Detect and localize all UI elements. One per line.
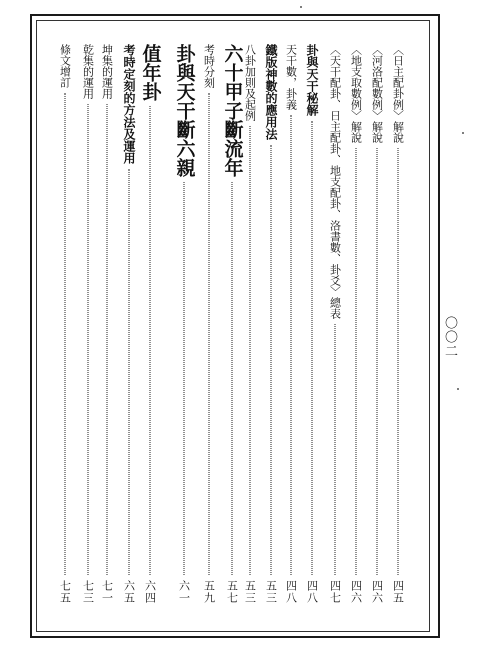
scan-speck: [462, 132, 464, 134]
toc-entry-page: 四八: [284, 580, 298, 604]
leader-dots: [398, 148, 399, 575]
toc-entry-title: 條文增訂: [58, 44, 72, 88]
toc-entry-title: 天干數，卦義: [284, 44, 298, 110]
toc-entry-page: 五七: [225, 580, 239, 604]
toc-entry[interactable]: [300, 44, 324, 604]
toc-entry[interactable]: [138, 44, 162, 604]
leader-dots: [356, 148, 357, 575]
leader-dots: [250, 126, 251, 575]
leader-dots: [107, 104, 108, 575]
toc-entry-title: 卦與天干斷六親: [173, 44, 196, 177]
toc-entry-page: 四八: [305, 580, 319, 604]
leader-dots: [184, 182, 185, 575]
toc-entry-page: 四六: [349, 580, 363, 604]
leader-dots: [377, 148, 378, 575]
toc-entry-title: 乾集的運用: [81, 44, 95, 99]
toc-entry-title: 考時定刻的方法及運用: [122, 44, 136, 164]
scan-speck: [457, 388, 459, 390]
leader-dots: [150, 106, 151, 575]
toc-entry-page: 六一: [177, 580, 191, 604]
leader-dots: [335, 324, 336, 575]
toc-entry-title: 考時分刻: [202, 44, 216, 88]
leader-dots: [65, 93, 66, 575]
toc-entry-page: 四五: [391, 580, 405, 604]
toc-entry-page: 七三: [81, 580, 95, 604]
leader-dots: [209, 93, 210, 575]
toc-entry[interactable]: [365, 44, 389, 604]
toc-entry-title: 鐵版神數的應用法: [264, 44, 278, 140]
toc-entry-title: 〈地支取數例〉解說: [349, 44, 363, 143]
toc-entry-title: 值年卦: [139, 44, 162, 101]
toc-entry[interactable]: [53, 44, 77, 604]
toc-entry-title: 〈日主配卦例〉解說: [391, 44, 405, 143]
leader-dots: [271, 145, 272, 575]
toc-entry-title: 卦與天干秘解: [305, 44, 319, 116]
toc-entry[interactable]: [386, 44, 410, 604]
toc-entry-page: 七五: [58, 580, 72, 604]
toc-entry-page: 四六: [370, 580, 384, 604]
toc-entry[interactable]: [197, 44, 221, 604]
toc-entry[interactable]: [172, 44, 196, 604]
toc-entry-page: 四七: [328, 580, 342, 604]
toc-entry[interactable]: [117, 44, 141, 604]
toc-entry-title: 八卦加則及起例: [243, 44, 257, 121]
leader-dots: [312, 121, 313, 575]
toc-entry-page: 六四: [143, 580, 157, 604]
toc-entry[interactable]: [220, 44, 244, 604]
page-number: 〇〇二: [442, 316, 457, 358]
toc-entry-title: 坤集的運用: [100, 44, 114, 99]
leader-dots: [291, 115, 292, 575]
toc-entry-title: 〈天干配卦、日主配卦、地支配卦、洛書數、卦爻〉總表: [328, 44, 342, 319]
toc-entry-title: 〈河洛配數例〉解說: [370, 44, 384, 143]
scan-speck: [300, 6, 302, 8]
toc-entry[interactable]: [344, 44, 368, 604]
toc-entry-page: 五九: [202, 580, 216, 604]
leader-dots: [129, 169, 130, 575]
toc-entry-title: 六十甲子斷流年: [221, 44, 244, 177]
toc-entry[interactable]: [323, 44, 347, 604]
toc-entry-page: 五三: [264, 580, 278, 604]
toc-entry-page: 七一: [100, 580, 114, 604]
toc-entry-page: 六五: [122, 580, 136, 604]
leader-dots: [88, 104, 89, 575]
toc-entry[interactable]: [259, 44, 283, 604]
toc-entry-page: 五三: [243, 580, 257, 604]
toc-entry[interactable]: [76, 44, 100, 604]
leader-dots: [232, 182, 233, 575]
